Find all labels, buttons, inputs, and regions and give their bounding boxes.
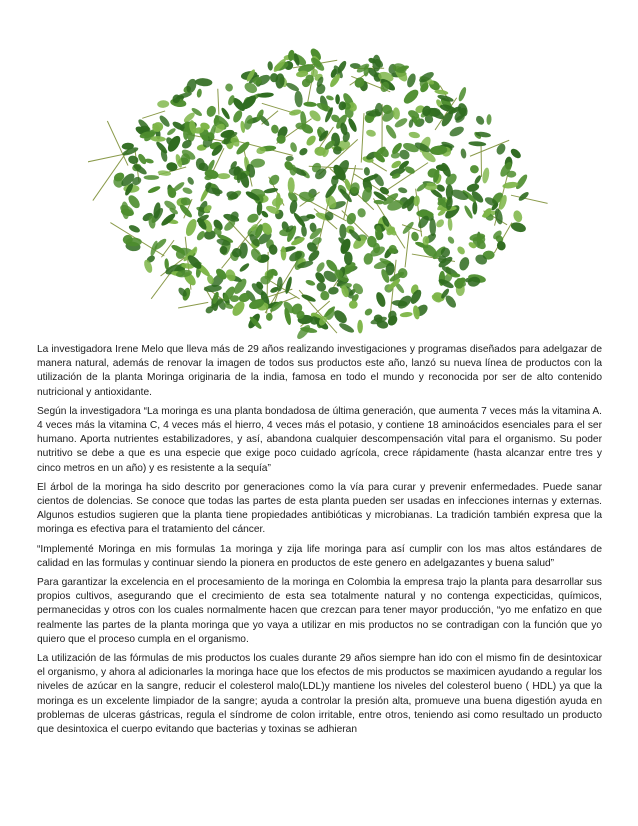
moringa-leaflet bbox=[147, 185, 161, 194]
moringa-leaflet bbox=[357, 320, 363, 334]
moringa-leaflet bbox=[308, 108, 323, 123]
moringa-leaflet bbox=[196, 88, 202, 98]
article-paragraph: Según la investigadora “La moringa es una planta bondadosa de última generación, que aumenta 7 veces más la vitamina A. 4 veces más la vitamina C, 4 veces más el hierro, 4 veces más el potasio, y contiene 18 aminoácidos esenciales para el ser humano. Aporta nutrientes estabilizadores, y así, abandona cualquier descompensación vital para el organismo. Su poder nutritivo se debe a que es una especie que exige poco cuidado agrícola, crece rápidamente (hasta alcanzar entre tres y cinco metros en un año) y es resistente a la sequía” bbox=[37, 405, 602, 474]
leaf-stem bbox=[405, 231, 409, 267]
moringa-leaflet bbox=[468, 141, 486, 147]
moringa-leaflet bbox=[305, 134, 318, 148]
moringa-leaflet bbox=[266, 313, 273, 321]
moringa-leaflet bbox=[365, 129, 376, 138]
moringa-leaflet bbox=[456, 245, 467, 256]
moringa-leaflet bbox=[517, 190, 530, 202]
moringa-leaflet bbox=[182, 186, 194, 195]
moringa-leaflet bbox=[347, 117, 359, 133]
moringa-leaflet bbox=[481, 167, 490, 184]
moringa-leaflet bbox=[400, 311, 413, 317]
moringa-leaflet bbox=[363, 307, 373, 317]
article-paragraph: Para garantizar la excelencia en el procesamiento de la moringa en Colombia la empresa trajo la planta para desarrollar sus propios cultivos, asegurando que el crecimiento de esta sea totalmente natural y no contenga expecticidas, químicos, permanecidas y otros con los cuales normalmente hacen que crezcan para tener mayor producción, “yo me enfatizo en que realmente las partes de la planta moringa que yo vaya a utilizar en mis productos no se contradigan con la función que yo quiero que el proceso cumpla en el organismo. bbox=[37, 577, 602, 645]
moringa-leaflet bbox=[275, 193, 281, 210]
moringa-leaflet bbox=[469, 164, 480, 174]
moringa-leaflet bbox=[374, 291, 387, 308]
moringa-leaflet bbox=[267, 173, 281, 187]
moringa-leaflet bbox=[514, 173, 529, 191]
article-paragraph: La investigadora Irene Melo que lleva más de 29 años realizando investigaciones y programas diseñados para adelgazar de manera natural, además de renovar la imagen de todos sus productos este año, lanzó su nueva línea de productos con la utilización de la planta Moringa originaria de la india, famosa en todo el mundo y reconocida por ser de alto contenido nutricional y antioxidante. bbox=[37, 344, 602, 398]
leaf-stem bbox=[93, 148, 130, 201]
moringa-leaflet bbox=[288, 177, 295, 193]
moringa-leaflet bbox=[473, 174, 482, 185]
moringa-leaflet bbox=[335, 94, 340, 104]
moringa-leaflet bbox=[474, 114, 486, 126]
moringa-leaflet bbox=[294, 90, 303, 107]
moringa-leaflet bbox=[408, 131, 420, 139]
moringa-leaflet bbox=[204, 284, 223, 293]
moringa-leaflet bbox=[447, 217, 453, 231]
moringa-leaflet bbox=[472, 201, 477, 214]
moringa-leaflet bbox=[457, 86, 467, 102]
moringa-leaflet bbox=[301, 293, 317, 303]
article-paragraph: La utilización de las fórmulas de mis productos los cuales durante 29 años siempre han ido con el mismo fin de desintoxicar el organismo, y ahora al adicionarles la moringa hace que los efectos de mis productos se maximicen ayudando a regular los niveles de azúcar en la sangre, reducir el colesterol malo(LDL)y mantiene los niveles del colesterol bueno ( HDL) ya que la moringa es un excelente limpiador de la sangre; ayuda a controlar la presión alta, promueve una buena digestión ayuda en problemas de ulceras gástricas, regula el síndrome de colon irritable, entre otros, teniendo asi como resultado un producto que desintoxica el cuerpo evitando que bacterias y toxinas se adhieran bbox=[37, 653, 602, 736]
moringa-leaflet bbox=[195, 78, 213, 87]
moringa-leaflet bbox=[286, 156, 294, 162]
moringa-leaflet bbox=[392, 107, 400, 120]
moringa-leaflet bbox=[512, 209, 524, 223]
moringa-leaflet bbox=[460, 148, 467, 159]
moringa-leaflet bbox=[238, 262, 250, 273]
article-body bbox=[37, 343, 602, 742]
moringa-leaflet bbox=[348, 299, 359, 309]
moringa-leaflet bbox=[298, 147, 309, 157]
moringa-leaflet bbox=[458, 256, 471, 272]
moringa-leaflet bbox=[448, 125, 465, 139]
moringa-leaflet bbox=[289, 141, 298, 153]
moringa-leaflet bbox=[389, 245, 397, 254]
moringa-leaflet bbox=[305, 279, 316, 287]
moringa-leaflet bbox=[144, 175, 160, 180]
moringa-leaflet bbox=[263, 187, 278, 194]
moringa-leaflet bbox=[267, 61, 273, 71]
moringa-leaflet bbox=[128, 224, 141, 234]
moringa-leaflet bbox=[338, 321, 355, 334]
leaf-stem bbox=[361, 113, 364, 162]
moringa-leaflet bbox=[356, 207, 366, 218]
moringa-leaflet bbox=[363, 167, 370, 176]
moringa-leaflet bbox=[157, 100, 169, 108]
moringa-leaflet bbox=[486, 114, 492, 125]
moringa-leaflet bbox=[510, 221, 527, 234]
leaf-stem bbox=[218, 89, 219, 115]
moringa-leaflet bbox=[495, 142, 507, 156]
article-paragraph: “Implementé Moringa en mis formulas 1a moringa y zija life moringa para así cumplir con los mas altos estándares de calidad en las formulas y continuar siendo la pionera en productos de este genero en adelgazantes y buena salud” bbox=[37, 543, 602, 569]
moringa-leaflet bbox=[328, 286, 340, 295]
moringa-leaflet bbox=[397, 186, 407, 194]
moringa-leaflet bbox=[315, 261, 326, 274]
moringa-leaflet bbox=[410, 231, 420, 242]
moringa-leaflet bbox=[289, 199, 299, 214]
moringa-leaflet bbox=[166, 127, 177, 136]
article-paragraph: El árbol de la moringa ha sido descrito por generaciones como la vía para curar y prevenir enfermedades. Puede sanar cientos de dolencias. Se conoce que todas las partes de esta planta pueden ser usadas en infecciones internas y externas. Algunos estudios sugieren que la planta tiene propiedades antibióticas y microbianas. La tradición también expresa que la moringa es efectiva para el tratamiento del cáncer. bbox=[37, 481, 602, 536]
moringa-leaflet bbox=[303, 101, 317, 107]
moringa-leaflet bbox=[186, 176, 195, 186]
moringa-leaflet bbox=[224, 82, 234, 92]
moringa-leaflet bbox=[178, 203, 194, 219]
moringa-leaflet bbox=[121, 201, 131, 220]
moringa-leaflet bbox=[301, 225, 308, 237]
moringa-leaflet bbox=[405, 72, 417, 88]
moringa-leaflet bbox=[391, 152, 401, 159]
moringa-leaflet bbox=[446, 235, 455, 245]
moringa-leaflet bbox=[325, 95, 334, 102]
leaf-stem bbox=[511, 195, 548, 203]
leaf-stem bbox=[178, 302, 208, 308]
moringa-leaves-illustration bbox=[88, 36, 549, 340]
moringa-leaflet bbox=[429, 218, 436, 236]
moringa-leaflet bbox=[160, 212, 177, 228]
moringa-leaflet bbox=[435, 218, 446, 229]
moringa-leaflet bbox=[401, 87, 420, 106]
moringa-leaflet bbox=[257, 92, 274, 98]
moringa-leaflet bbox=[127, 154, 139, 165]
moringa-leaves-photo bbox=[88, 36, 549, 340]
moringa-leaflet bbox=[289, 108, 302, 116]
moringa-leaflet bbox=[372, 172, 386, 188]
moringa-leaflet bbox=[145, 158, 155, 164]
moringa-leaflet bbox=[157, 170, 171, 177]
moringa-leaflet bbox=[217, 173, 230, 179]
moringa-leaflet bbox=[339, 224, 347, 239]
moringa-leaflet bbox=[184, 218, 199, 238]
